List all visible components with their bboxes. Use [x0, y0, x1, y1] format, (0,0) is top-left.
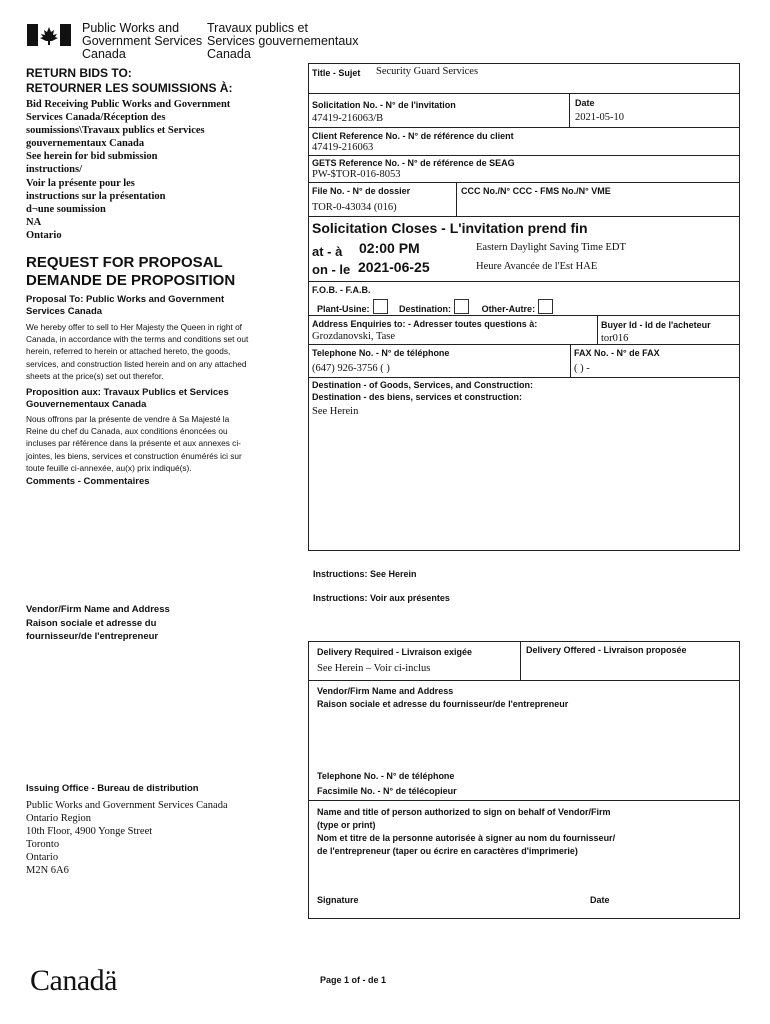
issuing-office-address: Public Works and Government Services Canada Ontario Region 10th Floor, 4900 Yonge Street Toronto Ontario M2N 6A6: [26, 800, 228, 876]
page-number: Page 1 of - de 1: [320, 975, 387, 985]
rfp-heading: REQUEST FOR PROPOSAL DEMANDE DE PROPOSITION: [26, 254, 236, 289]
issuing-office-label: Issuing Office - Bureau de distribution: [26, 783, 199, 794]
buyer-id-value: tor016: [601, 333, 629, 344]
other-checkbox[interactable]: [538, 299, 553, 314]
file-value: TOR-0-43034 (016): [312, 202, 397, 213]
signature-label: Signature: [317, 895, 359, 905]
destination-label: Destination:: [399, 304, 452, 314]
telephone-label: Telephone No. - N° de téléphone: [312, 348, 450, 358]
instructions-en: Instructions: See Herein: [313, 569, 417, 579]
vendor-name-left: Vendor/Firm Name and Address Raison sociale et adresse du fournisseur/de l'entrepreneur: [26, 604, 170, 642]
other-label: Other-Autre:: [481, 304, 536, 314]
on-label: on - le: [312, 262, 351, 277]
solicitation-value: 47419-216063/B: [312, 113, 384, 124]
return-address: Bid Receiving Public Works and Government Services Canada/Réception des soumissions\Travaux publics et Services gouvernementaux Canada See herein for bid submission instructions/ Voir la présente pour les instructions sur la présentation d¬une soumission NA Ontario: [26, 99, 231, 241]
at-label: at - à: [312, 244, 343, 259]
delivery-required-value: See Herein – Voir ci-inclus: [317, 663, 431, 674]
plant-label: Plant-Usine:: [317, 304, 370, 314]
fob-options: [317, 299, 559, 314]
fax-value: ( ) -: [574, 363, 590, 374]
plant-checkbox[interactable]: [373, 299, 388, 314]
address-enquiries-value: Grozdanovski, Tase: [312, 331, 396, 342]
vendor-name-right: Vendor/Firm Name and Address Raison sociale et adresse du fournisseur/de l'entrepreneur: [317, 686, 569, 709]
closes-title: Solicitation Closes - L'invitation prend fin: [312, 220, 588, 236]
delivery-required-label: Delivery Required - Livraison exigée: [317, 647, 473, 657]
close-date: 2021-06-25: [358, 259, 430, 275]
dest-goods-fr: Destination - des biens, services et construction:: [312, 392, 523, 402]
gets-label: GETS Reference No. - N° de référence de SEAG: [312, 158, 515, 168]
address-enquiries-label: Address Enquiries to: - Adresser toutes questions à:: [312, 319, 538, 329]
offer-text-en: We hereby offer to sell to Her Majesty the Queen in right of Canada, in accordance with the terms and conditions set out herein, referred to herein or attached hereto, the goods, services, and construction listed herein and on any attached sheets at the price(s) set out therefor.: [26, 322, 249, 381]
return-bids-heading: RETURN BIDS TO: RETOURNER LES SOUMISSIONS À:: [26, 66, 233, 95]
dest-goods-value: See Herein: [312, 406, 359, 417]
dest-goods-en: Destination - of Goods, Services, and Construction:: [312, 380, 534, 390]
title-label: Title - Sujet: [312, 68, 361, 78]
instructions-fr: Instructions: Voir aux présentes: [313, 593, 450, 603]
comments-label: Comments - Commentaires: [26, 476, 150, 487]
ccc-label: CCC No./N° CCC - FMS No./N° VME: [461, 186, 611, 196]
canada-flag-logo: [27, 24, 71, 46]
pwgsc-name-fr: Travaux publics et Services gouvernementaux Canada: [207, 21, 359, 61]
date-value: 2021-05-10: [575, 112, 624, 123]
close-time: 02:00 PM: [359, 240, 420, 256]
client-ref-label: Client Reference No. - N° de référence du client: [312, 131, 514, 141]
signature-date-label: Date: [590, 895, 610, 905]
client-ref-value: 47419-216063: [312, 142, 374, 153]
delivery-offered-label: Delivery Offered - Livraison proposée: [526, 645, 687, 655]
canada-wordmark: Canadä: [30, 964, 117, 997]
telephone-value: (647) 926-3756 ( ): [312, 363, 390, 374]
pwgsc-name-en: Public Works and Government Services Canada: [82, 21, 203, 61]
vendor-telephone-label: Telephone No. - N° de téléphone: [317, 771, 455, 781]
timezone-fr: Heure Avancée de l'Est HAE: [476, 261, 598, 272]
date-label: Date: [575, 98, 595, 108]
fax-label: FAX No. - N° de FAX: [574, 348, 660, 358]
file-label: File No. - N° de dossier: [312, 186, 411, 196]
solicitation-label: Solicitation No. - N° de l'invitation: [312, 100, 456, 110]
buyer-id-label: Buyer Id - Id de l'acheteur: [601, 320, 711, 330]
timezone-en: Eastern Daylight Saving Time EDT: [476, 242, 626, 253]
authorized-signer-label: Name and title of person authorized to sign on behalf of Vendor/Firm (type or print) Nom et titre de la personne autorisée à signer au nom du fournisseur/ de l'entrepreneur (taper ou écrire en caractères d'imprimerie): [317, 807, 616, 856]
title-value: Security Guard Services: [376, 66, 479, 77]
vendor-fax-label: Facsimile No. - N° de télécopieur: [317, 786, 457, 796]
destination-checkbox[interactable]: [454, 299, 469, 314]
offer-text-fr: Nous offrons par la présente de vendre à Sa Majesté la Reine du chef du Canada, aux conditions énoncées ou incluses par référence dans la présente et aux annexes ci-jointes, les biens, services et construction énumérés ici sur toute feuille ci-annexée, au(x) prix indiqué(s).: [26, 414, 242, 473]
proposal-to: Proposal To: Public Works and Government Services Canada: [26, 294, 225, 317]
gets-value: PW-$TOR-016-8053: [312, 169, 401, 180]
proposition-aux: Proposition aux: Travaux Publics et Services Gouvernementaux Canada: [26, 387, 229, 410]
fob-label: F.O.B. - F.A.B.: [312, 285, 371, 295]
